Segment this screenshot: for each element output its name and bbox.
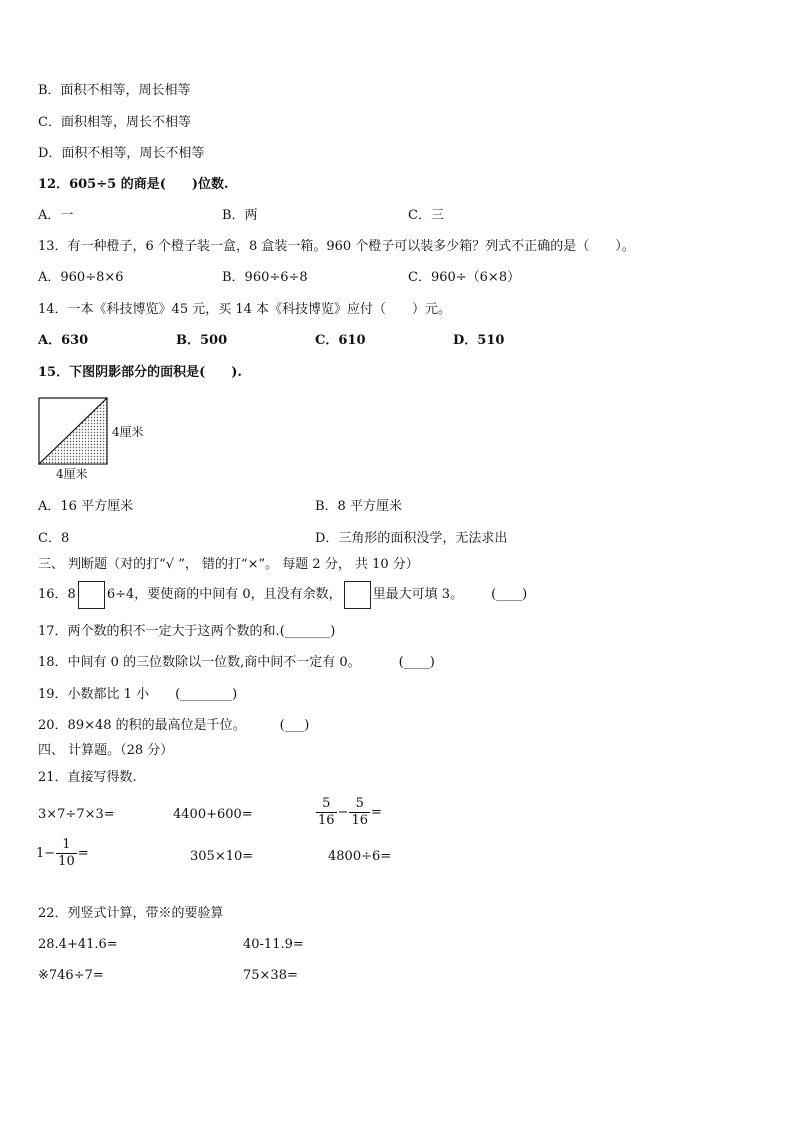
q20-answer-blank: (___) [279,718,310,733]
q21-expr-6: 4800÷6= [328,849,392,864]
q15-option-d: D．三角形的面积没学，无法求出 [315,531,508,546]
q16-box-2 [344,581,371,609]
q21-expr-1: 3×7÷7×3= [38,807,115,822]
q12-option-c: C．三 [408,208,444,223]
q18-text: 18．中间有 0 的三位数除以一位数,商中间不一定有 0。 [38,655,361,670]
q17-answer-blank: (_______) [279,624,336,639]
q21-expr-4: 1− $\frac{1}{10}$ = [36,837,89,869]
q13-option-c: C．960÷（6×8） [408,270,521,285]
q22-stem: 22．列竖式计算，带※的要验算 [38,906,224,921]
q14-option-a: A．630 [38,333,89,348]
q11-option-d: D．面积不相等，周长不相等 [38,146,205,161]
q18-answer-blank: (____) [398,655,435,670]
q11-option-b: B．面积不相等，周长相等 [38,83,191,98]
section-3-heading: 三、 判断题（对的打“√ ”， 错的打“×”。 每题 2 分， 共 10 分） [38,557,419,572]
q16 [38,580,527,610]
q16-post: 里最大可填 3。 [372,587,464,602]
q21-expr-2: 4400+600= [173,807,253,822]
q15-figure [30,392,160,484]
q15-option-b: B．8 平方厘米 [315,499,402,514]
q21-expr-3: $\frac{5}{16}$ − $\frac{5}{16}$ = [318,796,382,828]
q17-text: 17．两个数的积不一定大于这两个数的和. [38,624,280,639]
q21-expr-3-fraction-2: $\frac{5}{16}$ [351,796,368,828]
q22-expr-2: 40-11.9= [243,937,304,952]
q14-option-c: C．610 [315,333,366,348]
q14-stem: 14．一本《科技博览》45 元，买 14 本《科技博览》应付（ ）元。 [38,302,452,317]
q22-expr-3: ※746÷7= [38,968,104,983]
q21-stem: 21．直接写得数. [38,770,137,785]
q14-option-b: B．500 [176,333,228,348]
q19-text: 19．小数都比 1 小 [38,687,150,702]
q12-stem: 12．605÷5 的商是( )位数. [38,177,229,192]
q22-expr-1: 28.4+41.6= [38,937,118,952]
q18 [38,654,435,672]
q17 [38,623,335,641]
q15-side-label: 4厘米 [112,425,144,439]
q16-pre: 16．8 [38,587,76,602]
q19 [38,686,237,704]
q15-option-a: A．16 平方厘米 [38,499,134,514]
q13-option-b: B．960÷6÷8 [222,270,308,285]
q13-option-a: A．960÷8×6 [38,270,124,285]
q16-box-1 [78,581,105,609]
q12-option-a: A．一 [38,208,74,223]
q15-option-c: C．8 [38,531,70,546]
q13-stem: 13．有一种橙子，6 个橙子装一盒，8 盒装一箱。960 个橙子可以装多少箱？列式不正确的是（ ）。 [38,239,635,254]
q15-stem: 15．下图阴影部分的面积是( ). [38,365,242,380]
q15-bottom-label: 4厘米 [56,467,88,481]
q20-text: 20．89×48 的积的最高位是千位。 [38,718,246,733]
q21-expr-5: 305×10= [190,849,254,864]
q12-option-b: B．两 [222,208,258,223]
q21-expr-3-fraction-1: $\frac{5}{16}$ [318,796,335,828]
q19-answer-blank: (________) [175,687,238,702]
q11-option-c: C．面积相等，周长不相等 [38,115,191,130]
q22-expr-4: 75×38= [243,968,298,983]
q14-option-d: D．510 [453,333,505,348]
q20 [38,717,309,735]
section-4-heading: 四、 计算题。（28 分） [38,743,174,758]
q16-mid: 6÷4，要使商的中间有 0，且没有余数， [106,587,342,602]
q21-expr-4-fraction: $\frac{1}{10}$ [58,837,75,869]
q16-answer-blank: (____) [491,587,528,602]
